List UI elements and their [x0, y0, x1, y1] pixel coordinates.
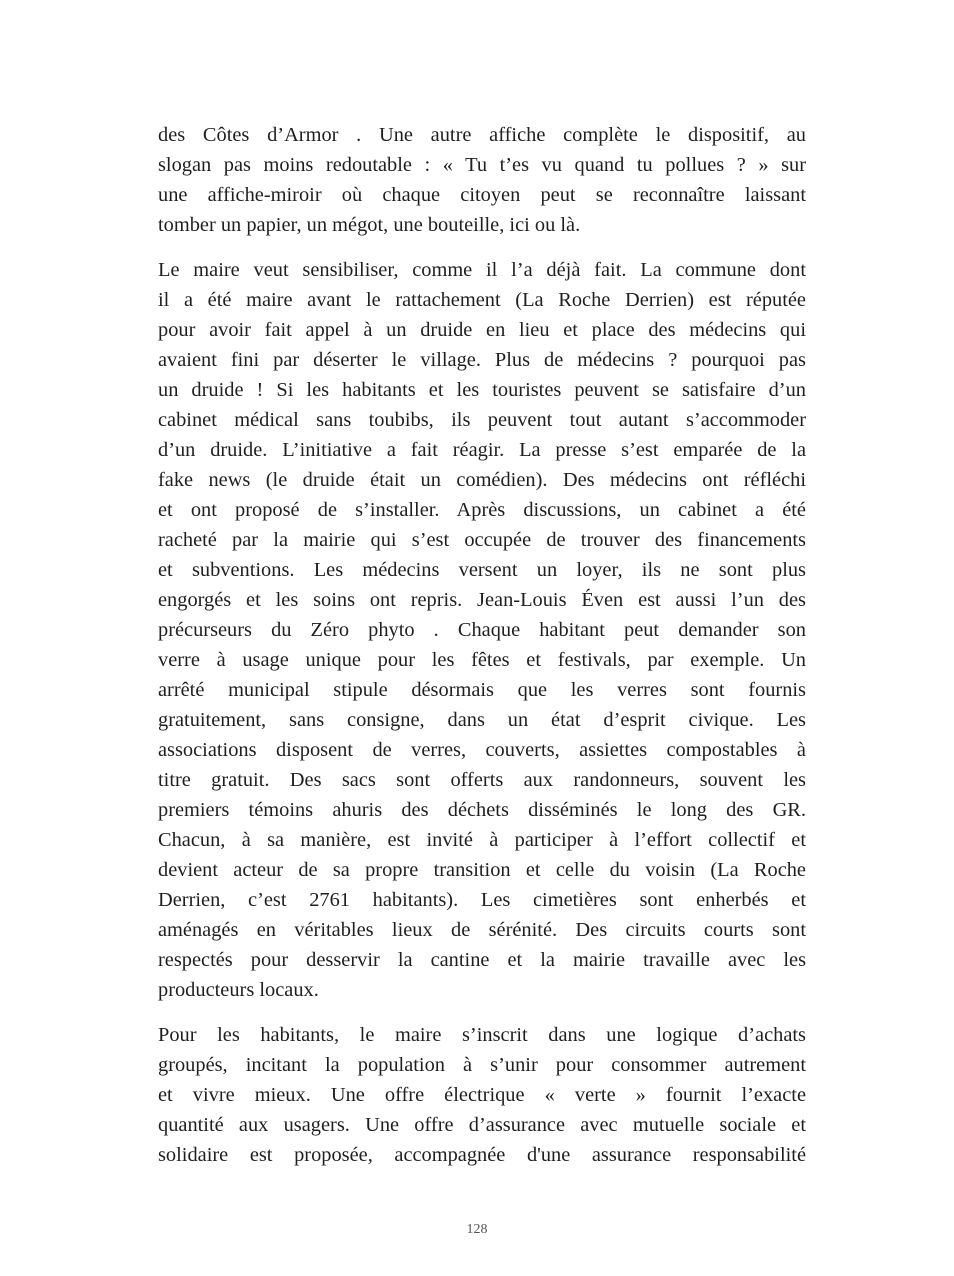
text-line: Chacun, à sa manière, est invité à participer à l’effort collectif et	[158, 829, 806, 851]
text-line: avaient fini par déserter le village. Plus de médecins ? pourquoi pas	[158, 349, 806, 371]
text-line: et subventions. Les médecins versent un loyer, ils ne sont plus	[158, 559, 806, 581]
text-line: producteurs locaux.	[158, 979, 319, 1001]
text-line: Derrien, c’est 2761 habitants). Les cimetières sont enherbés et	[158, 889, 806, 911]
text-line: d’un druide. L’initiative a fait réagir. La presse s’est emparée de la	[158, 439, 806, 461]
text-line: il a été maire avant le rattachement (La Roche Derrien) est réputée	[158, 289, 806, 311]
text-line: Le maire veut sensibiliser, comme il l’a déjà fait. La commune dont	[158, 259, 806, 281]
text-line: racheté par la mairie qui s’est occupée de trouver des financements	[158, 529, 806, 551]
text-line: engorgés et les soins ont repris. Jean-Louis Éven est aussi l’un des	[158, 589, 806, 611]
text-line: un druide ! Si les habitants et les touristes peuvent se satisfaire d’un	[158, 379, 806, 401]
text-line: associations disposent de verres, couverts, assiettes compostables à	[158, 739, 806, 761]
paragraph-2	[158, 255, 806, 1005]
text-line: premiers témoins ahuris des déchets disséminés le long des GR.	[158, 799, 806, 821]
text-line: quantité aux usagers. Une offre d’assurance avec mutuelle sociale et	[158, 1114, 806, 1136]
paragraph-1	[158, 120, 806, 240]
body-text	[158, 120, 806, 1185]
text-line: et vivre mieux. Une offre électrique « verte » fournit l’exacte	[158, 1084, 806, 1106]
text-line: cabinet médical sans toubibs, ils peuvent tout autant s’accommoder	[158, 409, 806, 431]
text-line: solidaire est proposée, accompagnée d'une assurance responsabilité	[158, 1144, 806, 1166]
text-line: fake news (le druide était un comédien). Des médecins ont réfléchi	[158, 469, 806, 491]
text-line: une affiche-miroir où chaque citoyen peut se reconnaître laissant	[158, 184, 806, 206]
text-line: titre gratuit. Des sacs sont offerts aux randonneurs, souvent les	[158, 769, 806, 791]
text-line: groupés, incitant la population à s’unir pour consommer autrement	[158, 1054, 806, 1076]
text-line: tomber un papier, un mégot, une bouteille, ici ou là.	[158, 214, 581, 236]
text-line: précurseurs du Zéro phyto . Chaque habitant peut demander son	[158, 619, 806, 641]
text-line: gratuitement, sans consigne, dans un état d’esprit civique. Les	[158, 709, 806, 731]
text-line: arrêté municipal stipule désormais que les verres sont fournis	[158, 679, 806, 701]
text-line: des Côtes d’Armor . Une autre affiche complète le dispositif, au	[158, 124, 806, 146]
page-number: 128	[466, 1222, 488, 1237]
text-line: verre à usage unique pour les fêtes et festivals, par exemple. Un	[158, 649, 806, 671]
text-line: et ont proposé de s’installer. Après discussions, un cabinet a été	[158, 499, 806, 521]
text-line: aménagés en véritables lieux de sérénité. Des circuits courts sont	[158, 919, 806, 941]
text-line: pour avoir fait appel à un druide en lieu et place des médecins qui	[158, 319, 806, 341]
text-line: respectés pour desservir la cantine et la mairie travaille avec les	[158, 949, 806, 971]
text-line: slogan pas moins redoutable : « Tu t’es vu quand tu pollues ? » sur	[158, 154, 806, 176]
text-line: Pour les habitants, le maire s’inscrit dans une logique d’achats	[158, 1024, 806, 1046]
text-line: devient acteur de sa propre transition et celle du voisin (La Roche	[158, 859, 806, 881]
paragraph-3	[158, 1020, 806, 1170]
